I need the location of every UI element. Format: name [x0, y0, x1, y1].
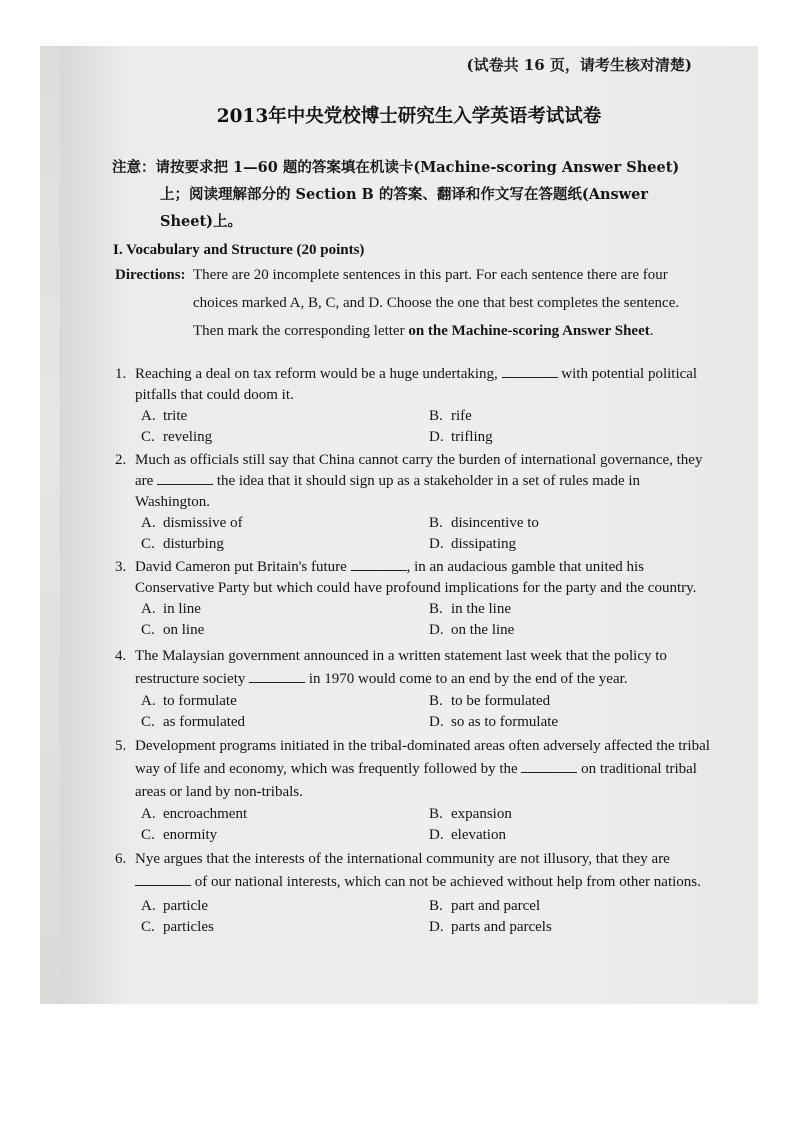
stem-before: Nye argues that the interests of the international community are not illusory, that they are	[135, 851, 670, 867]
directions-body	[115, 261, 695, 345]
answer-blank	[502, 365, 558, 378]
exam-paper	[60, 46, 758, 1004]
stem-before: The Malaysian government announced in a written statement last week that the policy to restructure society	[135, 648, 667, 687]
notice-line-3: Sheet)上。	[160, 213, 243, 230]
option-letter: C.	[141, 714, 155, 730]
stem-before: Much as officials still say that China cannot carry the burden of international governance, they are	[135, 452, 703, 489]
question-number: 1.	[115, 366, 127, 382]
option-letter: B.	[429, 601, 443, 617]
option-letter: A.	[141, 693, 156, 709]
question-stem	[115, 848, 715, 894]
stem-before: Reaching a deal on tax reform would be a huge undertaking,	[135, 366, 502, 382]
option-a	[141, 804, 429, 825]
notice	[112, 154, 692, 235]
answer-blank	[135, 873, 191, 886]
option-letter: C.	[141, 429, 155, 445]
option-c	[141, 427, 429, 448]
option-letter: C.	[141, 536, 155, 552]
option-text: particle	[163, 898, 208, 914]
option-b	[429, 599, 689, 620]
option-letter: B.	[429, 515, 443, 531]
option-text: so as to formulate	[451, 714, 559, 730]
option-text: in the line	[451, 601, 511, 617]
answer-blank	[157, 472, 213, 485]
stem-after: on traditional tribal areas or land by non-tribals.	[135, 761, 697, 800]
option-letter: D.	[429, 919, 444, 935]
question-3	[115, 557, 715, 641]
stem-after: , in an audacious gamble that united his Conservative Party but which could have profound implications for the party and the country.	[135, 559, 697, 596]
question-1	[115, 364, 715, 448]
option-d	[429, 620, 689, 641]
option-a	[141, 896, 429, 917]
option-text: to formulate	[163, 693, 237, 709]
option-letter: A.	[141, 601, 156, 617]
directions-bold: on the Machine-scoring Answer Sheet	[408, 323, 650, 339]
question-stem	[115, 557, 715, 599]
option-a	[141, 513, 429, 534]
stem-after: in 1970 would come to an end by the end of the year.	[305, 671, 628, 687]
options	[115, 896, 715, 938]
option-letter: D.	[429, 536, 444, 552]
option-text: rife	[451, 408, 472, 424]
answer-blank	[249, 670, 305, 683]
option-letter: C.	[141, 919, 155, 935]
option-b	[429, 513, 689, 534]
option-text: disincentive to	[451, 515, 539, 531]
question-6	[115, 848, 715, 938]
option-letter: A.	[141, 408, 156, 424]
options	[115, 599, 715, 641]
question-list	[115, 364, 715, 938]
question-5	[115, 735, 715, 846]
section-heading: I. Vocabulary and Structure (20 points)	[113, 242, 365, 258]
answer-blank	[351, 558, 407, 571]
option-text: in line	[163, 601, 201, 617]
option-text: to be formulated	[451, 693, 551, 709]
option-text: parts and parcels	[451, 919, 552, 935]
exam-title: 2013年中央党校博士研究生入学英语考试试卷	[216, 106, 602, 127]
option-letter: A.	[141, 806, 156, 822]
stem-after: of our national interests, which can not be achieved without help from other nations.	[191, 874, 701, 890]
option-d	[429, 917, 689, 938]
option-b	[429, 691, 689, 712]
option-a	[141, 599, 429, 620]
option-c	[141, 917, 429, 938]
option-a	[141, 406, 429, 427]
question-4	[115, 645, 715, 733]
question-number: 4.	[115, 648, 127, 664]
question-number: 5.	[115, 738, 127, 754]
page-count-note: (试卷共 16 页，请考生核对清楚)	[466, 56, 692, 74]
question-2	[115, 450, 715, 555]
notice-line-1: 注意：请按要求把 1—60 题的答案填在机读卡(Machine-scoring Answer Sheet)	[112, 159, 680, 176]
option-b	[429, 406, 689, 427]
option-text: expansion	[451, 806, 512, 822]
option-c	[141, 712, 429, 733]
option-letter: B.	[429, 806, 443, 822]
option-letter: A.	[141, 515, 156, 531]
directions-label: Directions:	[115, 267, 186, 283]
option-text: on the line	[451, 622, 515, 638]
option-d	[429, 427, 689, 448]
option-text: enormity	[163, 827, 218, 843]
stem-before: David Cameron put Britain's future	[135, 559, 351, 575]
question-stem	[115, 450, 715, 513]
option-text: trifling	[451, 429, 493, 445]
option-b	[429, 804, 689, 825]
question-number: 2.	[115, 452, 127, 468]
option-text: encroachment	[163, 806, 248, 822]
options	[115, 691, 715, 733]
option-letter: D.	[429, 429, 444, 445]
option-d	[429, 712, 689, 733]
option-letter: D.	[429, 714, 444, 730]
question-stem	[115, 645, 715, 691]
option-letter: A.	[141, 898, 156, 914]
stem-before: Development programs initiated in the tribal-dominated areas often adversely affected the tribal way of life and economy, which was frequently followed by the	[135, 738, 710, 777]
option-text: reveling	[163, 429, 213, 445]
document-photo	[40, 46, 758, 1004]
directions	[115, 261, 695, 345]
notice-line-2: 上；阅读理解部分的 Section B 的答案、翻译和作文写在答题纸(Answer	[160, 186, 649, 203]
options	[115, 513, 715, 555]
question-number: 3.	[115, 559, 127, 575]
option-c	[141, 534, 429, 555]
option-text: on line	[163, 622, 205, 638]
option-letter: C.	[141, 827, 155, 843]
option-letter: B.	[429, 693, 443, 709]
option-d	[429, 825, 689, 846]
option-text: elevation	[451, 827, 506, 843]
stem-after: with potential political pitfalls that could doom it.	[135, 366, 698, 403]
option-a	[141, 691, 429, 712]
option-letter: B.	[429, 408, 443, 424]
stem-after: the idea that it should sign up as a stakeholder in a set of rules made in Washington.	[135, 473, 641, 510]
option-text: disturbing	[163, 536, 224, 552]
option-text: as formulated	[163, 714, 246, 730]
option-letter: B.	[429, 898, 443, 914]
option-letter: D.	[429, 622, 444, 638]
option-letter: D.	[429, 827, 444, 843]
option-c	[141, 620, 429, 641]
option-d	[429, 534, 689, 555]
answer-blank	[521, 760, 577, 773]
directions-end: .	[649, 323, 654, 339]
option-b	[429, 896, 689, 917]
options	[115, 804, 715, 846]
options	[115, 406, 715, 448]
option-letter: C.	[141, 622, 155, 638]
option-text: dismissive of	[163, 515, 243, 531]
option-text: trite	[163, 408, 188, 424]
question-stem	[115, 735, 715, 804]
option-c	[141, 825, 429, 846]
option-text: dissipating	[451, 536, 517, 552]
directions-text: There are 20 incomplete sentences in this part. For each sentence there are four choices marked A, B, C, and D. Choose the one that best completes the sentence. Then mark the corresponding letter	[193, 267, 680, 339]
option-text: part and parcel	[451, 898, 541, 914]
question-stem	[115, 364, 715, 406]
option-text: particles	[163, 919, 214, 935]
question-number: 6.	[115, 851, 127, 867]
